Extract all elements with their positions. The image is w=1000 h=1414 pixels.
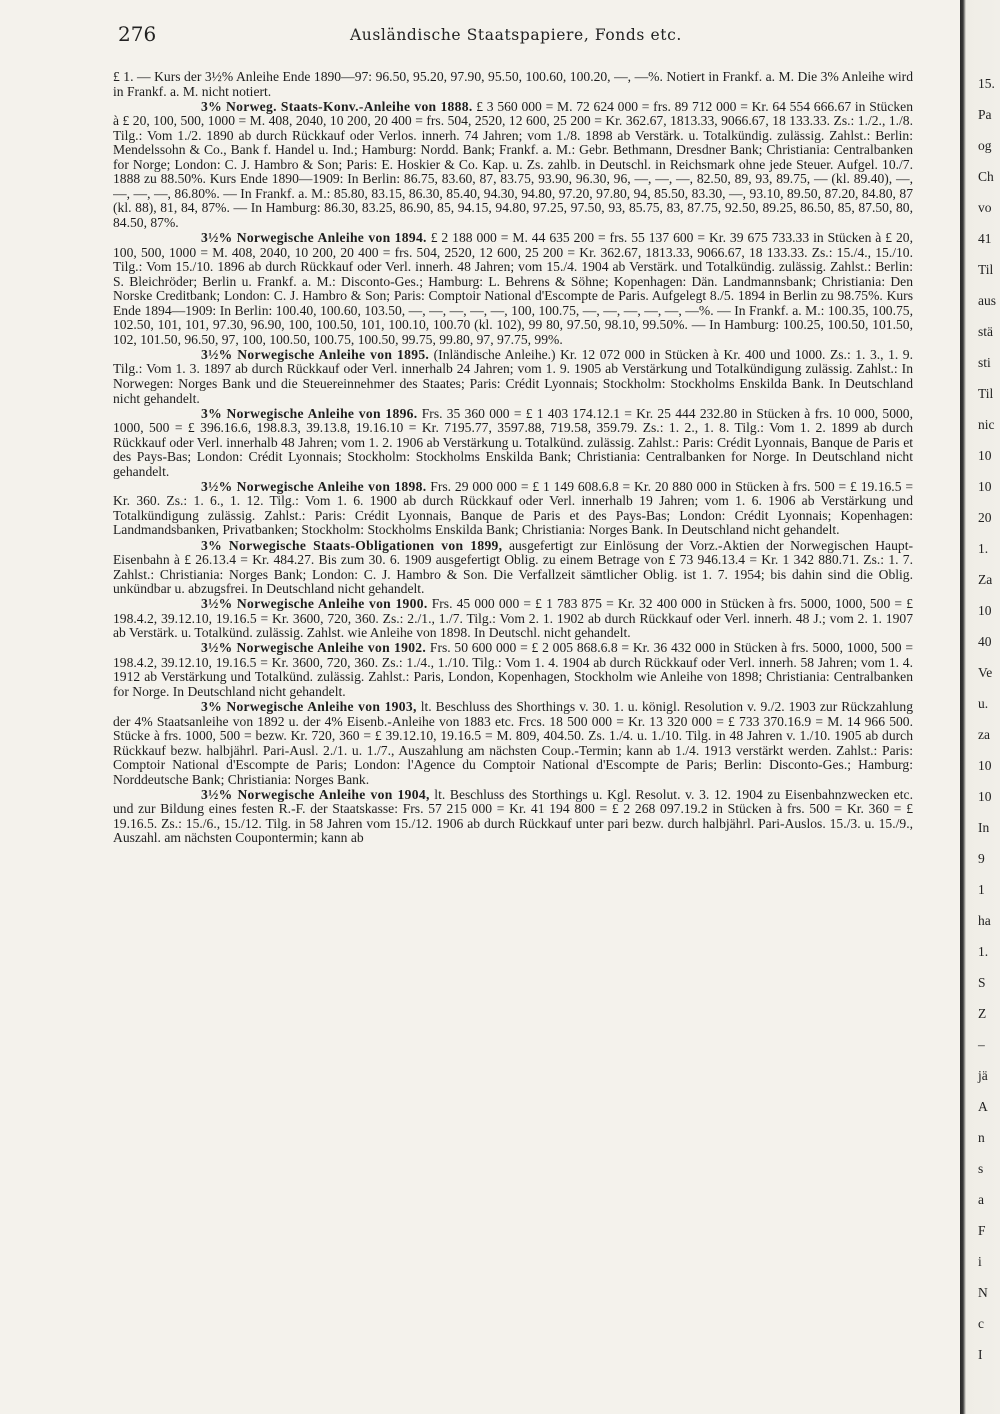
entry-1896	[113, 407, 913, 480]
facing-page-fragment: A	[978, 1099, 988, 1114]
facing-page-fragment: 1.	[978, 944, 989, 959]
entry-text: ausgefertigt zur Einlösung der Vorz.-Aktien der Norwegischen Haupt-Eisenbahn à £ 26.13.4 = Kr. 484.27. Bis zum 30. 6. 1909 ausgefertigt Oblig. zu einem Betrage von £ 73 946.13.4 = Kr. 1 342 880.71. Zs.: 1. 7. Zahlst.: Christiania: Norges Bank; London: C. J. Hambro & Son. Die Verfallzeit sämtlicher Oblig. ist 1. 7. 1954; bis dahin sind die Oblig. unkündbar u. abzugsfrei. In Deutschland nicht gehandelt.	[113, 537, 913, 597]
entry-1900	[113, 597, 913, 641]
page-number: 276	[118, 22, 157, 46]
facing-page-fragment: vo	[978, 200, 992, 215]
entry-1903	[113, 700, 913, 787]
entry-1895	[113, 348, 913, 406]
facing-page-fragment: 1	[978, 882, 985, 897]
entry-1904	[113, 788, 913, 846]
facing-page-fragment: 10	[978, 758, 992, 773]
facing-page-fragment: 15.	[978, 76, 995, 91]
entry-1894	[113, 231, 913, 347]
facing-page-edge	[960, 0, 1000, 1414]
entry-1888-continuation	[113, 70, 913, 99]
facing-page-fragment: 9	[978, 851, 985, 866]
entry-heading: 3% Norwegische Anleihe von 1903,	[201, 699, 417, 715]
facing-page-fragment: Z	[978, 1006, 987, 1021]
facing-page-fragment: i	[978, 1254, 982, 1269]
entry-text: £ 3 560 000 = M. 72 624 000 = frs. 89 712 000 = Kr. 64 554 666.67 in Stücken à £ 20, 100, 500, 1000 = M. 408, 2040, 10 200, 20 400 = frs. 504, 2520, 12 600, 25 200 = Kr. 362.67, 1813.33, 9066.67, 18 133.33. Zs.: 1./2., 1./8. Tilg.: Vom 1./2. 1890 ab durch Rückkauf oder Verlos. innerh. 74 Jahren; vom 1./8. 1898 ab Verstärk. u. Totalkündig. zulässig. Zahlst.: Berlin: Mendelssohn & Co., Bank f. Handel u. Ind.; Hamburg: Nordd. Bank; Frankf. a. M.: Gebr. Bethmann, Dresdner Bank; Christiania: Centralbanken for Norge; London: C. J. Hambro & Son; Paris: E. Hoskier & Co. Kap. u. Zs. zahlb. in Deutschl. in Reichsmark ohne jede Steuer. Aufgel. 10./7. 1888 zu 88.50%. Kurs Ende 1890—1909: In Berlin: 86.75, 83.60, 87, 83.75, 93.90, 96.30, 96, —, —, —, 82.50, 89, 93, 89.75, — (kl. 89.40), —, —, —, —, 86.80%. — In Frankf. a. M.: 85.80, 83.15, 86.30, 85.40, 94.30, 94.80, 97.20, 97.80, 94, 85.50, 83.30, —, 93.10, 89.50, 87.20, 84.80, 87 (kl. 88), 81, 84, 87%. — In Hamburg: 86.30, 83.25, 86.90, 85, 94.15, 94.80, 97.25, 97.50, 93, 85.75, 83, 87.75, 92.50, 89.25, 86.50, 85, 87.50, 80, 84.50, 87%.	[113, 98, 913, 230]
facing-page-fragment: 10	[978, 603, 992, 618]
entry-1898	[113, 480, 913, 538]
entry-heading: 3½% Norwegische Anleihe von 1902.	[201, 640, 427, 656]
running-title: Ausländische Staatspapiere, Fonds etc.	[350, 26, 682, 44]
facing-page-fragment: 10	[978, 448, 992, 463]
facing-page-fragment: sti	[978, 355, 991, 370]
entry-heading: 3½% Norwegische Anleihe von 1895.	[201, 346, 430, 362]
entry-heading: 3½% Norwegische Anleihe von 1894.	[201, 230, 427, 246]
facing-page-fragment: og	[978, 138, 992, 153]
entry-heading: 3% Norwegische Staats-Obligationen von 1899,	[201, 537, 503, 553]
facing-page-fragment: n	[978, 1130, 985, 1145]
entry-text: Frs. 50 600 000 = £ 2 005 868.6.8 = Kr. 36 432 000 in Stücken à frs. 5000, 1000, 500 = 198.4.2, 39.12.10, 19.16.5 = Kr. 3600, 720, 360. Zs.: 1./4., 1./10. Tilg.: Vom 1. 4. 1904 ab durch Rückkauf oder Verl. innerh. 58 Jahren; vom 1. 4. 1912 ab Verstärkung und Totalkünd. zulässig. Zahlst.: Paris, London, Kopenhagen, Stockholm wie Anleihe von 1898; Christiania: Centralbanken for Norge. In Deutschland nicht gehandelt.	[113, 640, 913, 699]
facing-page-fragment: nic	[978, 417, 995, 432]
entry-text: Frs. 29 000 000 = £ 1 149 608.6.8 = Kr. 20 880 000 in Stücken à frs. 500 = £ 19.16.5 = Kr. 360. Zs.: 1. 6., 1. 12. Tilg.: Vom 1. 6. 1900 ab durch Rückkauf oder Verl. innerhalb 19 Jahren; vom 1. 6. 1906 ab Verstärkung und Totalkündigung zulässig. Zahlst.: Paris: Crédit Lyonnais, Banque de Paris et des Pays-Bas; London: Crédit Lyonnais; Kopenhagen: Landmandsbanken, Privatbanken; Stockholm: Stockholms Enskilda Bank; Christiania: Norges Bank. In Deutschland nicht gehandelt.	[113, 478, 913, 538]
page-header	[100, 22, 960, 48]
entry-text: lt. Beschluss des Storthings u. Kgl. Resolut. v. 3. 12. 1904 zu Eisenbahnzwecken etc. und zur Bildung eines festen R.-F. der Staatskasse: Frs. 57 215 000 = Kr. 41 194 800 = £ 2 268 097.19.2 in Stücken à frs. 500 = Kr. 360 = £ 19.16.5. Zs.: 15./6., 15./12. Tilg. in 58 Jahren vom 15./12. 1906 ab durch Rückkauf unter pari bezw. durch halbjährl. Pari-Auslos. 15./3. u. 15./9., Auszahl. am nächsten Coupontermin; kann ab	[113, 786, 913, 846]
facing-page-fragment: –	[978, 1037, 985, 1052]
facing-page-fragment: N	[978, 1285, 988, 1300]
facing-page-fragment: s	[978, 1161, 984, 1176]
entry-text: lt. Beschluss des Shorthings v. 30. 1. u. königl. Resolution v. 9./2. 1903 zur Rückzahlung der 4% Staatsanleihe von 1892 u. der 4% Eisenb.-Anleihe von 1883 etc. Frcs. 18 500 000 = Kr. 13 320 000 = £ 733 370.16.9 = M. 14 966 500. Stücke à frs. 1000, 500 = bezw. Kr. 720, 360 = £ 39.12.10, 19.16.5 = M. 809, 404.50. Zs. 1./4. u. 1./10. Tilg. in 48 Jahren v. 1./10. 1905 ab durch Rückkauf bezw. halbjährl. Pari-Ausl. 2./1. u. 1./7., Auszahlung am nächsten Coup.-Termin; kann ab 1./4. 1913 verstärkt werden. Zahlst.: Paris: Comptoir National d'Escompte de Paris; London: l'Agence du Comptoir National d'Escompte de Paris; Berlin: Disconto-Ges.; Hamburg: Norddeutsche Bank; Christiania: Norges Bank.	[113, 699, 913, 787]
entry-heading: 3% Norwegische Anleihe von 1896.	[201, 405, 418, 421]
entry-1888	[113, 100, 913, 231]
entry-text: £ 2 188 000 = M. 44 635 200 = frs. 55 137 600 = Kr. 39 675 733.33 in Stücken à £ 20, 100, 500, 1000 = M. 408, 2040, 10 200, 20 400 = frs. 504, 2520, 12 600, 25 200 = Kr. 362.67, 1813.33, 9066.67, 18 133.33. Zs.: 15./4., 15./10. Tilg.: Vom 15./10. 1896 ab durch Rückkauf oder Verl. innerh. 48 Jahren; vom 15./4. 1904 ab Verstärk. und Totalkündig. zulässig. Zahlst.: Berlin: S. Bleichröder; Berlin u. Frankf. a. M.: Disconto-Ges.; Hamburg: L. Behrens & Söhne; Kopenhagen: Dän. Landmannsbank; Christiania: Den Norske Creditbank; London: C. J. Hambro & Son; Paris: Comptoir National d'Escompte de Paris. Aufgelegt 8./5. 1894 in Berlin zu 98.75%. Kurs Ende 1894—1909: In Berlin: 100.40, 100.60, 103.50, —, —, —, —, —, 100, 100.75, —, —, —, —, —, —%. — In Frankf. a. M.: 100.35, 100.75, 102.50, 101, 101, 97.30, 96.90, 100, 100.50, 101, 100.10, 100.70 (kl. 102), 99 80, 97.50, 98.10, 99.50%. — In Hamburg: 100.25, 100.50, 101.50, 102, 101.50, 96.50, 97, 100, 100.50, 100.75, 100.50, 99.75, 99.80, 97, 97.75, 99%.	[113, 230, 913, 347]
body-text	[113, 70, 913, 1405]
facing-page-fragment: 40	[978, 634, 992, 649]
facing-page-fragment: aus	[978, 293, 996, 308]
facing-page-fragment: stä	[978, 324, 993, 339]
entry-heading: 3½% Norwegische Anleihe von 1904,	[201, 786, 430, 802]
facing-page-fragment: Ch	[978, 169, 994, 184]
facing-page-fragment: Til	[978, 262, 994, 277]
entry-text: Frs. 45 000 000 = £ 1 783 875 = Kr. 32 400 000 in Stücken à frs. 5000, 1000, 500 = £ 198.4.2, 39.12.10, 19.16.5 = Kr. 3600, 720, 360. Zs.: 2./1., 1./7. Tilg.: Vom 2. 1. 1902 ab durch Rückkauf oder Verl. innerh. 48 J.; vom 2. 1. 1907 ab Verstärk. u. Totalkünd. zulässig. Zahlst. wie Anleihe von 1898. In Deutschl. nicht gehandelt.	[113, 596, 913, 641]
facing-page-fragment: 10	[978, 479, 992, 494]
entry-text: Frs. 35 360 000 = £ 1 403 174.12.1 = Kr. 25 444 232.80 in Stücken à frs. 10 000, 5000, 1000, 500 = £ 396.16.6, 198.8.3, 39.13.8, 19.16.10 = Kr. 7195.77, 3597.88, 719.58, 359.79. Zs.: 1. 2., 1. 8. Tilg.: Vom 1. 2. 1899 ab durch Rückkauf oder Verl. innerhalb 48 Jahren; vom 1. 2. 1906 ab Verstärkung u. Totalkünd. zulässig. Zahlst.: Paris: Crédit Lyonnais, Banque de Paris et des Pays-Bas; London: Crédit Lyonnais; Stockholm: Stockholms Enskilda Bank; Christiania: Centralbanken for Norge. In Deutschland nicht gehandelt.	[113, 405, 913, 479]
facing-page-fragment: Til	[978, 386, 994, 401]
facing-page-fragment: Ve	[978, 665, 993, 680]
facing-page-fragment: za	[978, 727, 990, 742]
facing-page-fragment: c	[978, 1316, 984, 1331]
facing-page-fragment: In	[978, 820, 990, 835]
facing-page-fragment: Pa	[978, 107, 992, 122]
entry-1902	[113, 641, 913, 699]
facing-page-fragment: 20	[978, 510, 992, 525]
entry-heading: 3½% Norwegische Anleihe von 1900.	[201, 596, 428, 612]
facing-page-fragment: I	[978, 1347, 983, 1362]
entry-text: £ 1. — Kurs der 3½% Anleihe Ende 1890—97: 96.50, 95.20, 97.90, 95.50, 100.60, 100.20, —, —%. Notiert in Frankf. a. M. Die 3% Anleihe wird in Frankf. a. M. nicht notiert.	[113, 70, 913, 99]
facing-page-fragment: F	[978, 1223, 986, 1238]
entry-heading: 3% Norweg. Staats-Konv.-Anleihe von 1888.	[201, 98, 473, 114]
entry-text: (Inländische Anleihe.) Kr. 12 072 000 in Stücken à Kr. 400 und 1000. Zs.: 1. 3., 1. 9. Tilg.: Vom 1. 3. 1897 ab durch Rückkauf oder Verl. innerhalb 24 Jahren; vom 1. 9. 1905 ab Verstärkung und Totalkündigung zulässig. Zahlst.: In Norwegen: Norges Bank und die Steuereinnehmer des Staates; Paris: Crédit Lyonnais; Stockholm: Stockholms Enskilda Bank. In Deutschland nicht gehandelt.	[113, 346, 913, 406]
facing-page-fragment: 10	[978, 789, 992, 804]
entry-1899	[113, 539, 913, 597]
facing-page-fragment: S	[978, 975, 986, 990]
facing-page-fragment: Za	[978, 572, 993, 587]
entry-heading: 3½% Norwegische Anleihe von 1898.	[201, 478, 427, 494]
facing-page-fragment: 1.	[978, 541, 989, 556]
facing-page-fragment: ha	[978, 913, 991, 928]
facing-page-fragment: jä	[978, 1068, 988, 1083]
facing-page-fragment: 41	[978, 231, 992, 246]
facing-page-fragment: a	[978, 1192, 984, 1207]
facing-page-fragment: u.	[978, 696, 989, 711]
